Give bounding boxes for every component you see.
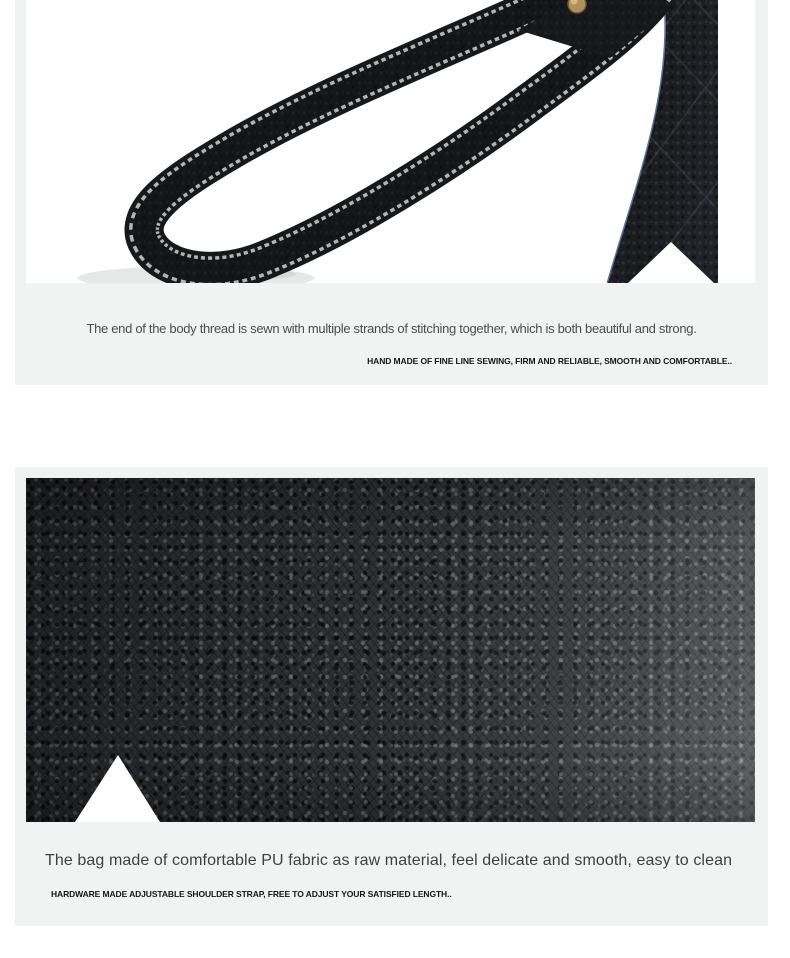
material-caption: The bag made of comfortable PU fabric as raw material, feel delicate and smooth, easy to clean bbox=[45, 852, 733, 869]
stitching-section bbox=[15, 0, 768, 385]
section-divider bbox=[0, 385, 790, 467]
leather-texture-photo bbox=[26, 478, 755, 822]
stitching-subcaption: HAND MADE OF FINE LINE SEWING, FIRM AND RELIABLE, SMOOTH AND COMFORTABLE.. bbox=[367, 356, 732, 366]
strap-photo-art bbox=[26, 0, 755, 283]
photo-notch-triangle bbox=[75, 755, 160, 822]
strap-photo bbox=[26, 0, 755, 283]
material-section bbox=[15, 467, 768, 926]
material-subcaption: HARDWARE MADE ADJUSTABLE SHOULDER STRAP, FREE TO ADJUST YOUR SATISFIED LENGTH.. bbox=[51, 889, 452, 899]
stitching-caption: The end of the body thread is sewn with multiple strands of stitching together, which is both beautiful and strong. bbox=[86, 321, 697, 336]
